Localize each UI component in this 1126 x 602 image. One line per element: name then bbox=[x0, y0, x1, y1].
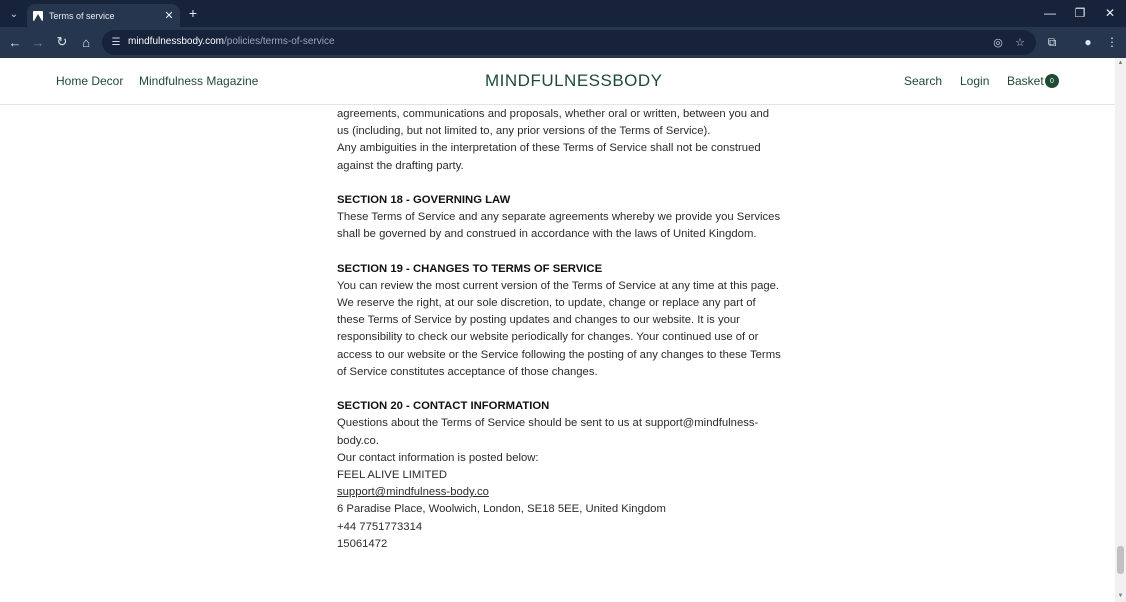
new-tab-plus-icon[interactable]: + bbox=[188, 5, 198, 21]
login-link[interactable]: Login bbox=[960, 74, 990, 88]
site-logo[interactable]: MINDFULNESSBODY bbox=[485, 71, 663, 90]
intro-line: us (including, but not limited to, any prior versions of the Terms of Service). bbox=[337, 125, 711, 138]
phone-number: +44 7751773314 bbox=[337, 520, 423, 533]
address-bar[interactable] bbox=[102, 30, 1036, 55]
scroll-down-arrow-icon[interactable]: ▼ bbox=[1117, 593, 1124, 599]
section-18-heading: SECTION 18 - GOVERNING LAW bbox=[337, 193, 511, 206]
support-email-link[interactable]: support@mindfulness-body.co bbox=[337, 486, 489, 499]
reload-icon[interactable]: ↻ bbox=[56, 34, 68, 49]
profile-avatar-icon[interactable]: ● bbox=[1084, 35, 1092, 49]
tab-search-chevron-icon[interactable]: ⌄ bbox=[9, 8, 19, 20]
bookmark-star-icon[interactable]: ☆ bbox=[1015, 36, 1025, 49]
close-window-icon[interactable]: ✕ bbox=[1104, 6, 1116, 20]
section-19-line: of Service constitutes acceptance of those changes. bbox=[337, 365, 598, 378]
intro-line: against the drafting party. bbox=[337, 159, 464, 172]
section-19-heading: SECTION 19 - CHANGES TO TERMS OF SERVICE bbox=[337, 262, 603, 275]
favicon-icon bbox=[33, 11, 43, 21]
home-icon[interactable]: ⌂ bbox=[82, 34, 90, 50]
section-20-heading: SECTION 20 - CONTACT INFORMATION bbox=[337, 400, 550, 413]
url-text[interactable]: mindfulnessbody.com/policies/terms-of-service bbox=[128, 36, 335, 47]
section-19-line: these Terms of Service by posting updates and changes to our website. It is your bbox=[337, 314, 740, 327]
back-arrow-icon[interactable]: ← bbox=[8, 34, 22, 50]
intro-line: agreements, communications and proposals, whether oral or written, between you and bbox=[337, 108, 770, 120]
section-19-line: access to our website or the Service following the posting of any changes to these Terms bbox=[337, 348, 781, 361]
extensions-puzzle-icon[interactable]: ⧉ bbox=[1047, 34, 1057, 49]
close-tab-icon[interactable]: ✕ bbox=[164, 10, 174, 22]
address-line: 6 Paradise Place, Woolwich, London, SE18 5EE, United Kingdom bbox=[337, 503, 666, 516]
browser-tab-bar bbox=[0, 0, 1126, 27]
basket-link[interactable]: Basket bbox=[1007, 74, 1044, 88]
eye-slash-icon[interactable]: ◎ bbox=[993, 36, 1003, 49]
section-18-line: These Terms of Service and any separate agreements whereby we provide you Services bbox=[337, 211, 781, 224]
section-20-line: Questions about the Terms of Service should be sent to us at support@mindfulness- bbox=[337, 417, 759, 430]
section-18-line: shall be governed by and construed in accordance with the laws of United Kingdom. bbox=[337, 228, 757, 241]
section-19-line: We reserve the right, at our sole discretion, to update, change or replace any part of bbox=[337, 297, 756, 310]
browser-toolbar bbox=[0, 27, 1126, 58]
section-20-line: body.co. bbox=[337, 434, 379, 447]
scroll-up-arrow-icon[interactable]: ▲ bbox=[1117, 60, 1124, 66]
site-info-icon[interactable]: ☰ bbox=[111, 36, 121, 48]
company-number: 15061472 bbox=[337, 537, 388, 550]
site-header bbox=[0, 58, 1115, 105]
minimize-icon[interactable]: — bbox=[1044, 6, 1056, 20]
section-20-line: Our contact information is posted below: bbox=[337, 451, 539, 464]
section-19-line: responsibility to check our website periodically for changes. Your continued use of or bbox=[337, 331, 759, 344]
tab-title: Terms of service bbox=[49, 10, 115, 21]
nav-link-mindfulness-magazine[interactable]: Mindfulness Magazine bbox=[139, 74, 259, 88]
browser-tab[interactable] bbox=[27, 4, 180, 27]
company-name: FEEL ALIVE LIMITED bbox=[337, 468, 448, 481]
basket-count-badge[interactable]: 0 bbox=[1045, 74, 1059, 88]
section-19-line: You can review the most current version of the Terms of Service at any time at this page. bbox=[337, 279, 780, 292]
nav-link-home-decor[interactable]: Home Decor bbox=[56, 74, 124, 88]
search-link[interactable]: Search bbox=[904, 74, 943, 88]
restore-icon[interactable]: ❐ bbox=[1074, 6, 1086, 20]
scrollbar-thumb[interactable] bbox=[1117, 546, 1124, 574]
terms-article bbox=[337, 106, 782, 553]
page-scrollbar[interactable] bbox=[1115, 58, 1126, 602]
intro-line: Any ambiguities in the interpretation of these Terms of Service shall not be construed bbox=[337, 142, 761, 155]
page-content bbox=[0, 105, 1115, 602]
forward-arrow-icon[interactable]: → bbox=[31, 34, 45, 50]
browser-menu-icon[interactable]: ⋮ bbox=[1106, 35, 1118, 49]
